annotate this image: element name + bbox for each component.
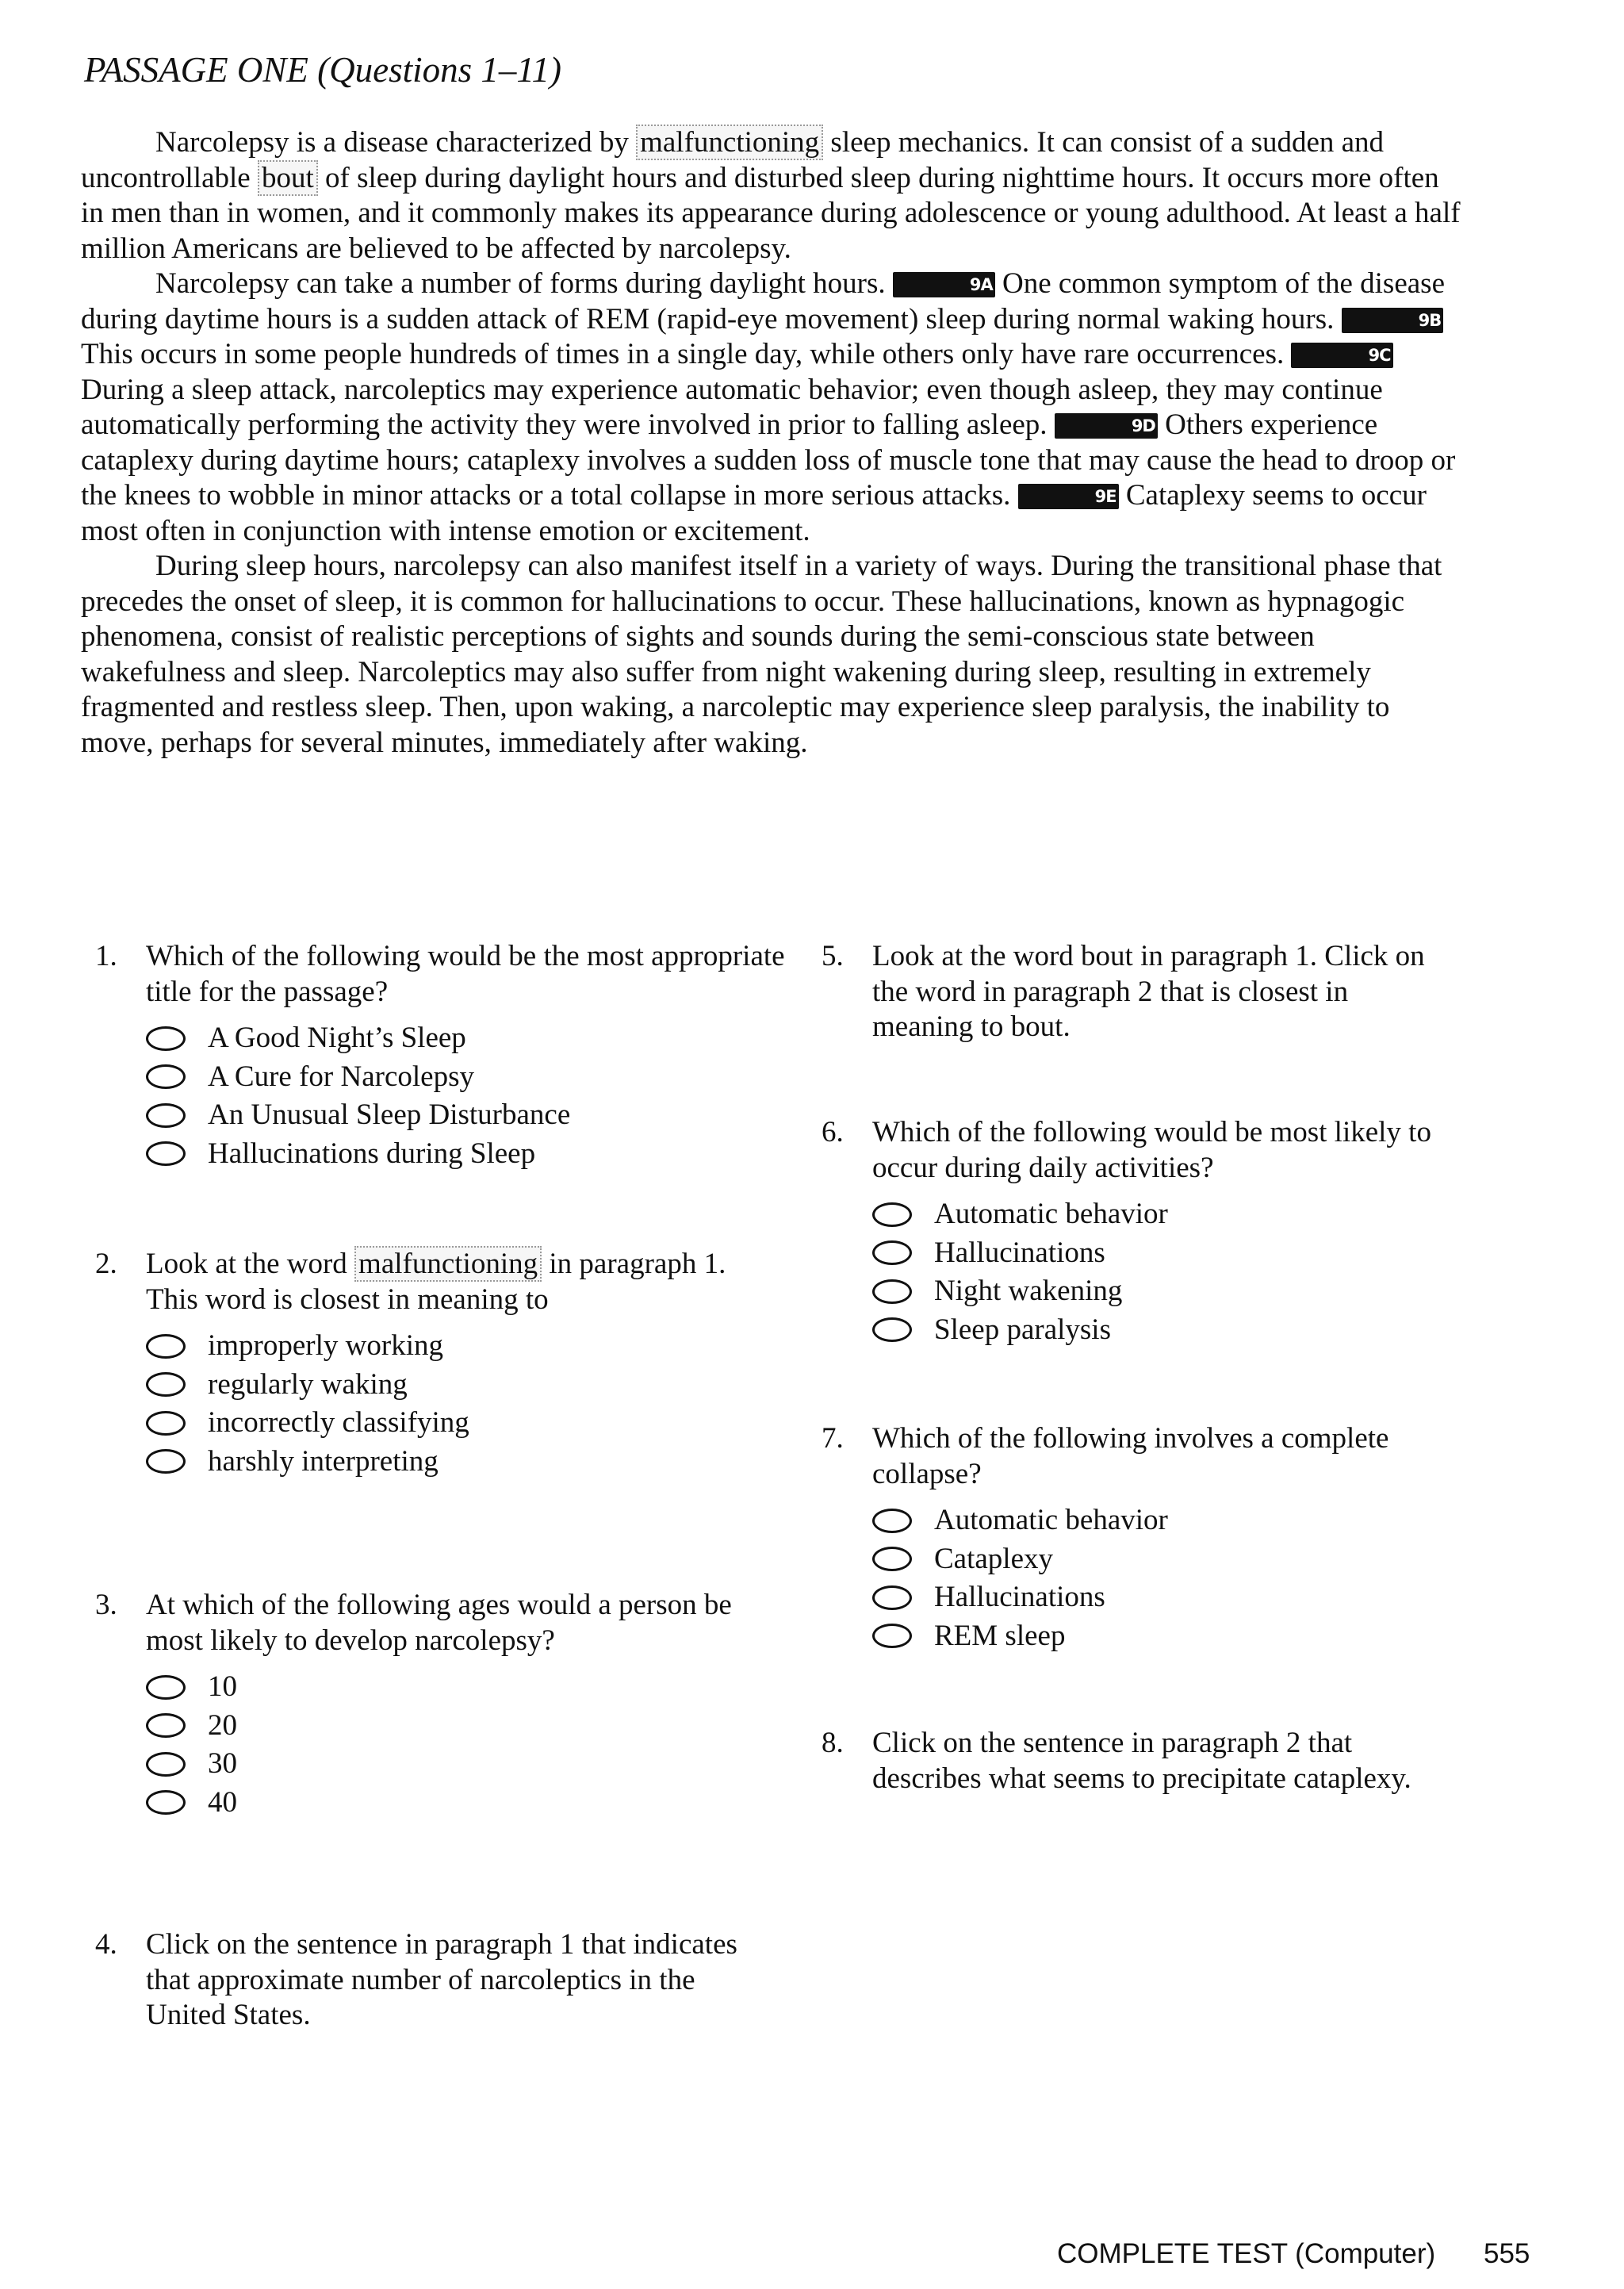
answer-option[interactable]: Hallucinations during Sleep [146, 1135, 793, 1174]
insertion-marker-9e[interactable]: 9E [1018, 484, 1119, 509]
page-number: 555 [1484, 2238, 1530, 2269]
sentence[interactable]: Cataplexy seems to occur most often in conjunction with intense emotion or excitement. [81, 479, 1427, 547]
insertion-marker-9c[interactable]: 9C [1291, 343, 1392, 368]
answer-option[interactable]: REM sleep [872, 1617, 1456, 1656]
radio-oval-icon[interactable] [872, 1547, 912, 1571]
question-2 [95, 1247, 745, 1481]
answer-option[interactable]: An Unusual Sleep Disturbance [146, 1096, 793, 1135]
answer-option[interactable]: Sleep paralysis [872, 1311, 1456, 1350]
answer-option[interactable]: harshly interpreting [146, 1443, 745, 1482]
answer-option[interactable]: 40 [146, 1784, 745, 1823]
answer-option[interactable]: A Cure for Narcolepsy [146, 1058, 793, 1097]
radio-oval-icon[interactable] [872, 1509, 912, 1533]
radio-oval-icon[interactable] [146, 1372, 186, 1397]
answer-option[interactable]: Automatic behavior [872, 1501, 1456, 1540]
radio-oval-icon[interactable] [872, 1240, 912, 1265]
passage-title: PASSAGE ONE (Questions 1–11) [84, 50, 562, 90]
radio-oval-icon[interactable] [872, 1624, 912, 1648]
answer-option[interactable]: Cataplexy [872, 1540, 1456, 1579]
radio-oval-icon[interactable] [872, 1279, 912, 1304]
answer-options [872, 1195, 1456, 1349]
question-5 [822, 939, 1456, 1045]
question-text: Look at the word malfunctioning in paragraph 1. This word is closest in meaning to [146, 1248, 726, 1316]
radio-oval-icon[interactable] [146, 1103, 186, 1128]
answer-option[interactable]: Night wakening [872, 1272, 1456, 1311]
question-number: 8. [822, 1727, 844, 1759]
footer-section-title: COMPLETE TEST (Computer) [1057, 2238, 1436, 2269]
radio-oval-icon[interactable] [146, 1675, 186, 1700]
highlighted-word-bout[interactable]: bout [258, 160, 318, 196]
radio-oval-icon[interactable] [872, 1202, 912, 1227]
paragraph-3[interactable]: During sleep hours, narcolepsy can also manifest itself in a variety of ways. During the transitional phase that precedes the onset of sleep, it is common for hallucinations to occur. These hallucinations, known as hypnagogic phenomena, consist of realistic perceptions of sights and sounds during the semi-conscious state between wakefulness and sleep. Narcoleptics may also suffer from night wakening during sleep, resulting in extremely fragmented and restless sleep. Then, upon waking, a narcoleptic may experience sleep paralysis, the inability to move, perhaps for several minutes, immediately after waking. [81, 550, 1442, 759]
insertion-marker-9a[interactable]: 9A [893, 272, 995, 297]
question-number: 6. [822, 1116, 844, 1148]
answer-option[interactable]: Automatic behavior [872, 1195, 1456, 1234]
paragraph-2[interactable] [81, 266, 1461, 549]
question-4 [95, 1927, 745, 2034]
question-text: Look at the word bout in paragraph 1. Click on the word in paragraph 2 that is closest in meaning to bout. [872, 940, 1425, 1043]
radio-oval-icon[interactable] [146, 1752, 186, 1777]
answer-option[interactable]: A Good Night’s Sleep [146, 1019, 793, 1058]
question-number: 4. [95, 1928, 117, 1961]
question-text: Which of the following would be the most appropriate title for the passage? [146, 940, 785, 1008]
radio-oval-icon[interactable] [872, 1585, 912, 1610]
answer-option[interactable]: Hallucinations [872, 1578, 1456, 1617]
question-text: Click on the sentence in paragraph 2 that describes what seems to precipitate cataplexy. [872, 1727, 1411, 1795]
question-number: 7. [822, 1422, 844, 1455]
question-8 [822, 1726, 1456, 1796]
insertion-marker-9b[interactable]: 9B [1342, 308, 1444, 333]
question-number: 2. [95, 1248, 117, 1280]
highlighted-word-malfunctioning[interactable]: malfunctioning [636, 125, 823, 160]
question-1 [95, 939, 793, 1173]
reading-passage [81, 125, 1461, 761]
answer-option[interactable]: 30 [146, 1745, 745, 1784]
radio-oval-icon[interactable] [146, 1026, 186, 1051]
radio-oval-icon[interactable] [146, 1141, 186, 1166]
highlighted-word: malfunctioning [354, 1246, 542, 1282]
answer-option[interactable]: incorrectly classifying [146, 1404, 745, 1443]
radio-oval-icon[interactable] [872, 1317, 912, 1342]
question-text: Which of the following involves a complete collapse? [872, 1422, 1389, 1490]
question-7 [822, 1421, 1456, 1655]
question-number: 5. [822, 940, 844, 972]
sentence[interactable]: Others experience cataplexy during daytime hours; cataplexy involves a sudden loss of muscle tone that may cause the head to droop or the knees to wobble in minor attacks or a total collapse in more serious attacks. [81, 408, 1456, 512]
question-text: Click on the sentence in paragraph 1 that indicates that approximate number of narcoleptics in the United States. [146, 1928, 737, 2031]
radio-oval-icon[interactable] [146, 1411, 186, 1436]
radio-oval-icon[interactable] [146, 1334, 186, 1359]
question-3 [95, 1588, 745, 1822]
sentence[interactable]: Narcolepsy can take a number of forms during daylight hours. [155, 267, 893, 300]
answer-options [146, 1019, 793, 1173]
insertion-marker-9d[interactable]: 9D [1055, 413, 1158, 439]
answer-option[interactable]: improperly working [146, 1327, 745, 1366]
radio-oval-icon[interactable] [146, 1790, 186, 1815]
sentence[interactable]: During a sleep attack, narcoleptics may experience automatic behavior; even though asleep, they may continue automatically performing the activity they were involved in prior to falling asleep. [81, 373, 1383, 441]
answer-options [146, 1327, 745, 1481]
answer-options [872, 1501, 1456, 1655]
radio-oval-icon[interactable] [146, 1713, 186, 1738]
sentence[interactable]: One common symptom of the disease during daytime hours is a sudden attack of REM (rapid-eye movement) sleep during normal waking hours. [81, 267, 1445, 335]
radio-oval-icon[interactable] [146, 1449, 186, 1474]
question-text: Which of the following would be most likely to occur during daily activities? [872, 1116, 1431, 1184]
answer-option[interactable]: 20 [146, 1707, 745, 1746]
radio-oval-icon[interactable] [146, 1064, 186, 1089]
answer-option[interactable]: regularly waking [146, 1366, 745, 1405]
question-text: At which of the following ages would a person be most likely to develop narcolepsy? [146, 1589, 732, 1657]
answer-option[interactable]: Hallucinations [872, 1234, 1456, 1273]
question-number: 3. [95, 1589, 117, 1621]
answer-option[interactable]: 10 [146, 1668, 745, 1707]
question-number: 1. [95, 940, 117, 972]
paragraph-1[interactable]: Narcolepsy is a disease characterized by malfunctioning sleep mechanics. It can consist of a sudden and uncontrollable bout of sleep during daylight hours and disturbed sleep during nighttime hours. It occurs more often in men than in women, and it commonly makes its appearance during adolescence or young adulthood. At least a half million Americans are believed to be affected by narcolepsy. [81, 126, 1461, 265]
answer-options [146, 1668, 745, 1822]
question-6 [822, 1115, 1456, 1349]
sentence[interactable]: This occurs in some people hundreds of times in a single day, while others only have rare occurrences. [81, 338, 1292, 370]
